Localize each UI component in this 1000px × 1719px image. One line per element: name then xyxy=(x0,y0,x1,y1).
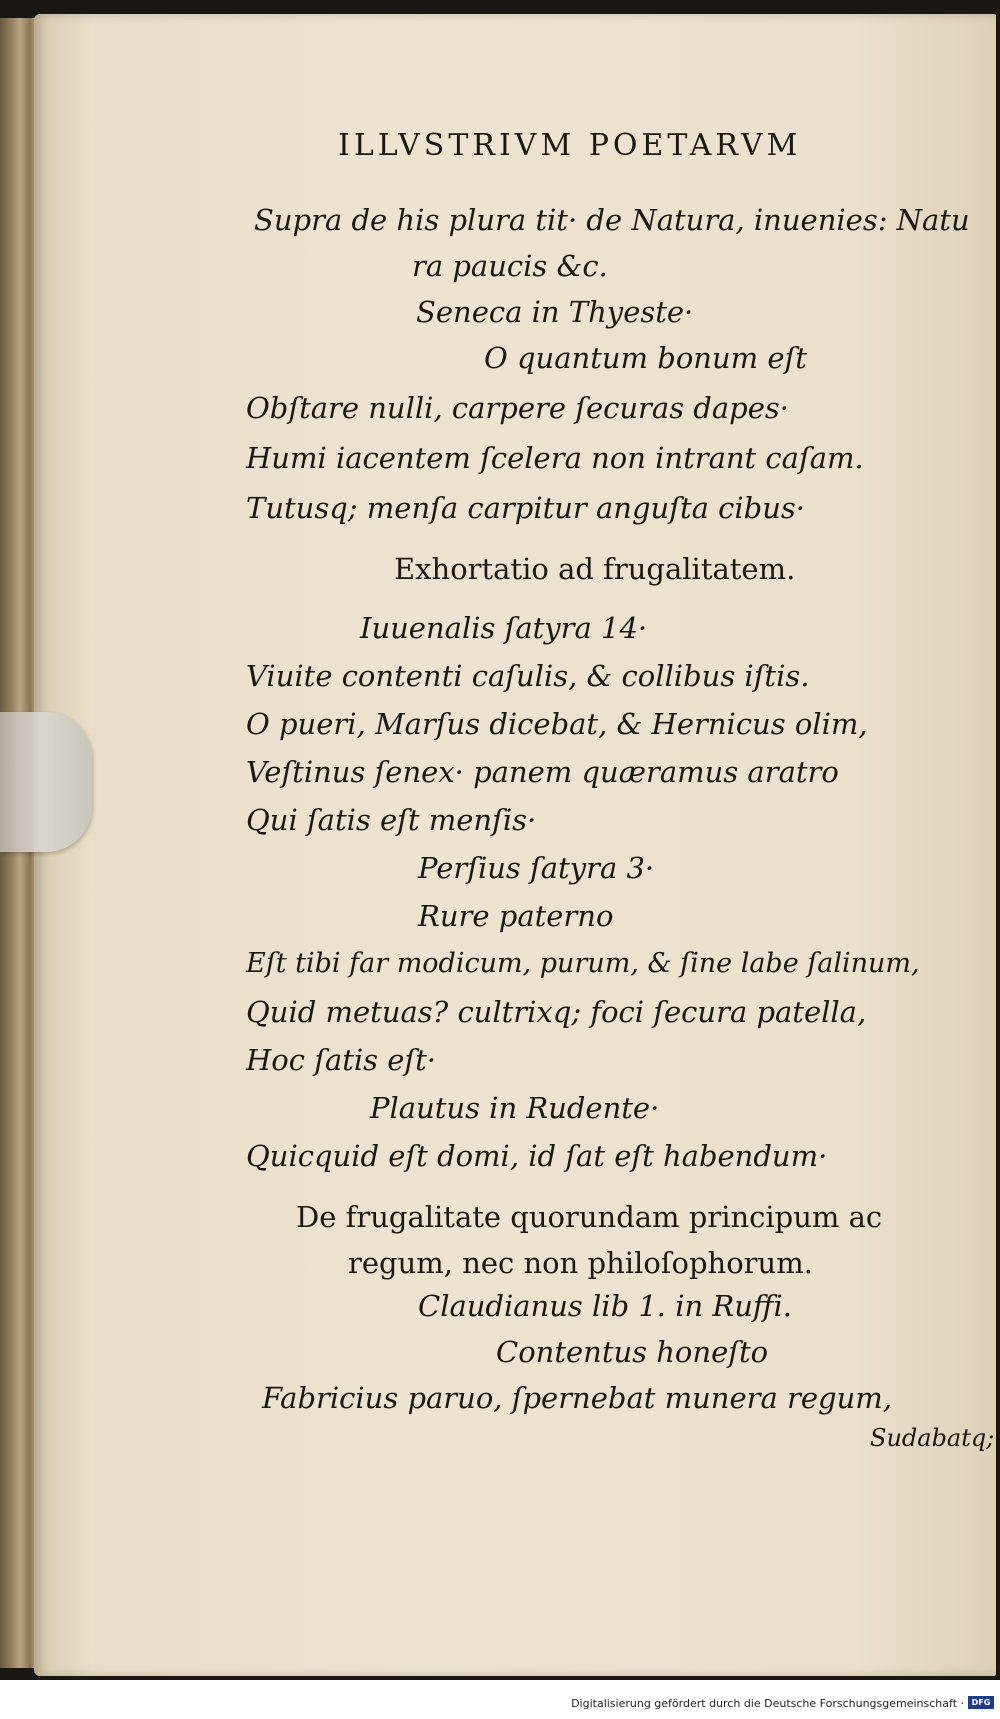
text-line: ra paucis &c. xyxy=(412,249,608,283)
text-line: Supra de his plura tit· de Natura, inuenies: Natu xyxy=(254,203,970,237)
text-line: Contentus honeſto xyxy=(496,1335,769,1369)
text-line: O quantum bonum eſt xyxy=(484,341,807,375)
text-line: Viuite contenti caſulis, & collibus iſtis. xyxy=(246,659,810,693)
section-heading: regum, nec non philoſophorum. xyxy=(348,1246,813,1280)
text-line: Fabricius paruo, ſpernebat munera regum, xyxy=(262,1381,892,1415)
catchword: Sudabatq; xyxy=(870,1424,995,1452)
running-head: ILLVSTRIVM POETARVM xyxy=(338,128,802,163)
digitization-credit: Digitalisierung gefördert durch die Deutsche Forschungsgemeinschaft · xyxy=(571,1697,964,1710)
text-line: Quicquid eſt domi, id ſat eſt habendum· xyxy=(246,1139,828,1173)
text-line: Tutusq; menſa carpitur anguſta cibus· xyxy=(246,491,805,525)
section-heading: Exhortatio ad frugalitatem. xyxy=(394,552,796,586)
text-line: O pueri, Marſus dicebat, & Hernicus olim, xyxy=(246,707,868,741)
text-line: Claudianus lib 1. in Ruffi. xyxy=(418,1289,792,1323)
text-line: Perſius ſatyra 3· xyxy=(418,851,655,885)
dfg-logo: DFG xyxy=(968,1696,994,1709)
text-line: Hoc ſatis eſt· xyxy=(246,1043,437,1077)
text-line: Obſtare nulli, carpere ſecuras dapes· xyxy=(246,391,789,425)
text-line: Qui ſatis eſt menſis· xyxy=(246,803,537,837)
text-line: Humi iacentem ſcelera non intrant caſam. xyxy=(246,441,864,475)
text-line: Quid metuas? cultrixq; foci ſecura patella, xyxy=(246,995,867,1029)
text-line: Eſt tibi far modicum, purum, & ſine labe ſalinum, xyxy=(246,948,920,979)
text-line: Veſtinus ſenex· panem quæramus aratro xyxy=(246,755,839,789)
text-line: Plautus in Rudente· xyxy=(370,1091,660,1125)
text-line: Iuuenalis ſatyra 14· xyxy=(360,611,648,645)
section-heading: De frugalitate quorundam principum ac xyxy=(296,1200,883,1234)
text-line: Rure paterno xyxy=(418,899,614,933)
page-clip xyxy=(0,712,92,852)
text-line: Seneca in Thyeste· xyxy=(416,295,694,329)
